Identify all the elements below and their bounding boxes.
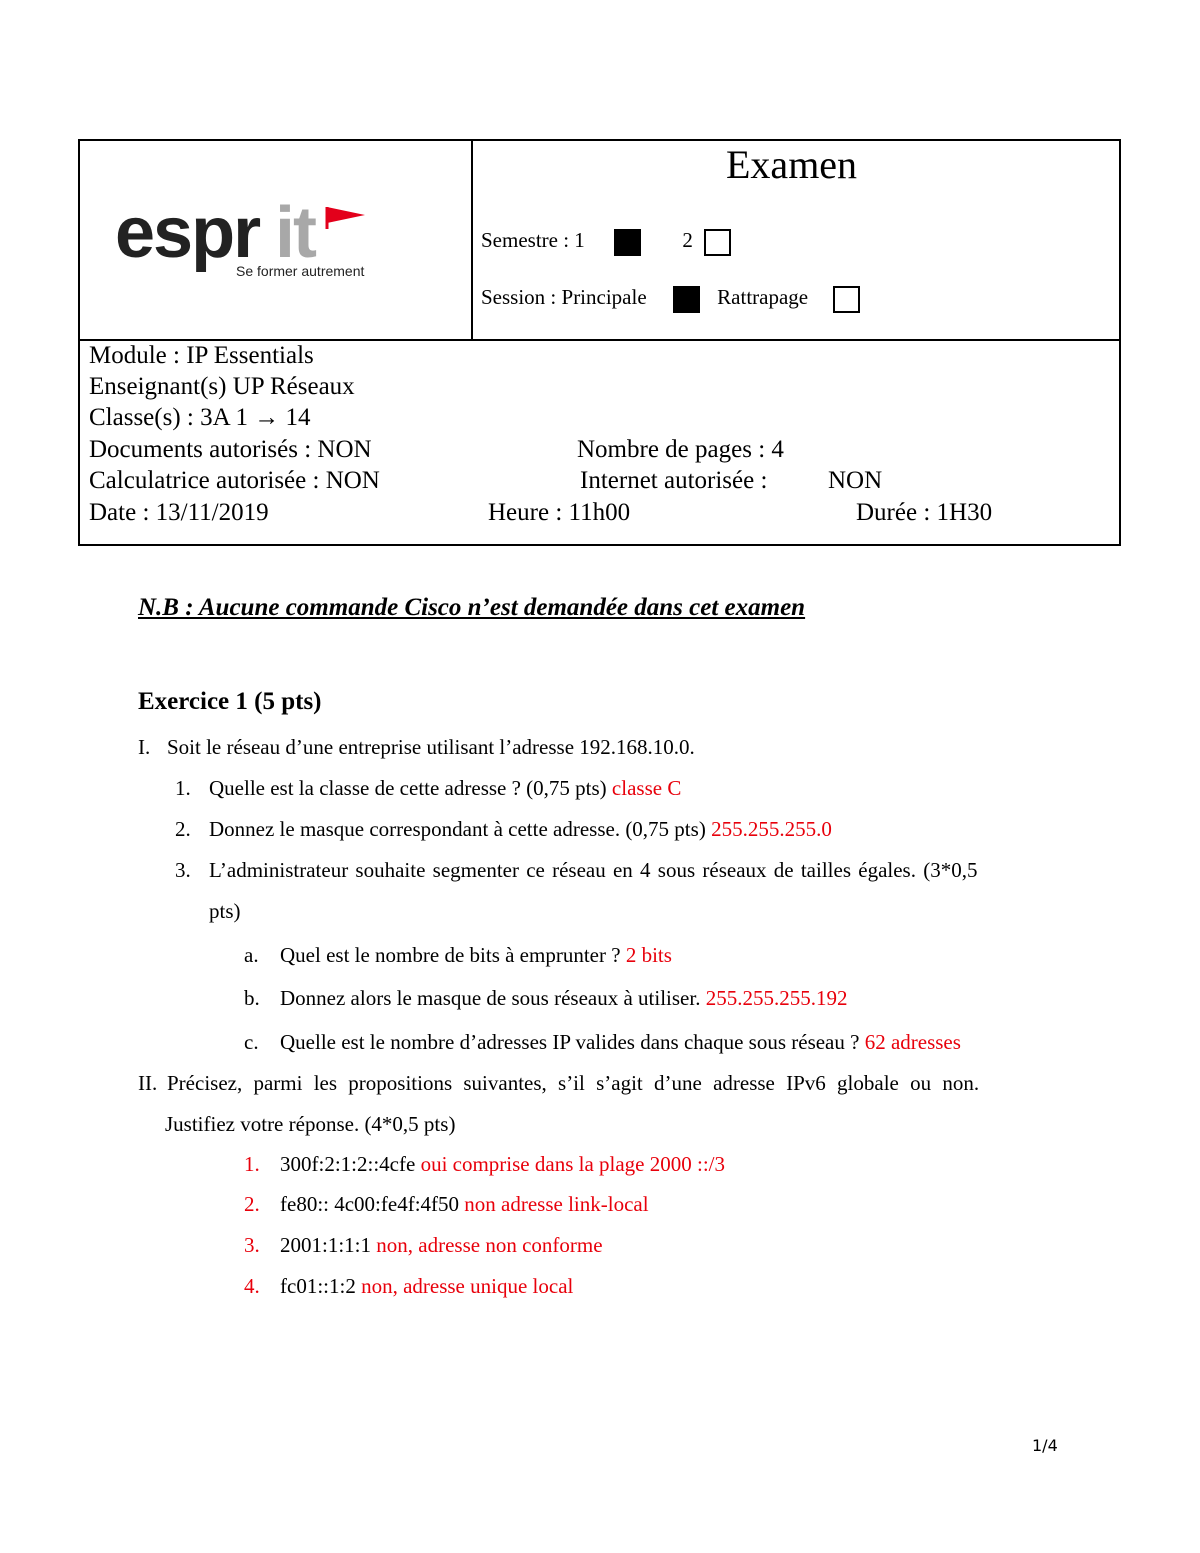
ipv6-item-4-address: fc01::1:2	[280, 1274, 356, 1298]
ipv6-item-2-answer: non adresse link-local	[464, 1192, 649, 1216]
part-2-text: Précisez, parmi les propositions suivantes, s’il s’agit d’une adresse IPv6 globale ou non.	[167, 1071, 980, 1095]
ipv6-item-1-number: 1.	[244, 1152, 260, 1176]
question-2-number: 2.	[175, 817, 191, 841]
part-1-number: I.	[138, 735, 151, 759]
classes-text: Classe(s) : 3A 1 → 14	[89, 404, 311, 431]
ipv6-item-2-address: fe80:: 4c00:fe4f:4f50	[280, 1192, 460, 1216]
semestre-row	[481, 228, 731, 256]
module-text: Module : IP Essentials	[89, 342, 314, 369]
esprit-logo	[115, 203, 415, 293]
question-1-number: 1.	[175, 776, 191, 800]
ipv6-item-3	[280, 1233, 603, 1258]
semestre-2-checkbox[interactable]	[704, 229, 731, 256]
subquestion-b-letter: b.	[244, 986, 260, 1010]
page-number: 1/4	[1032, 1436, 1058, 1455]
question-3-text-continued: pts)	[209, 899, 241, 923]
date-text: Date : 13/11/2019	[89, 499, 269, 526]
subquestion-c-letter: c.	[244, 1030, 259, 1054]
ipv6-item-2-number: 2.	[244, 1192, 260, 1216]
question-3-text: L’administrateur souhaite segmenter ce réseau en 4 sous réseaux de tailles égales. (3*0,5	[209, 858, 978, 882]
subquestion-a	[280, 943, 672, 968]
question-1-text: Quelle est la classe de cette adresse ? (0,75 pts)	[209, 776, 607, 800]
heure-text: Heure : 11h00	[488, 499, 631, 526]
question-1	[209, 776, 681, 801]
calculatrice-text: Calculatrice autorisée : NON	[89, 467, 380, 494]
question-3-number: 3.	[175, 858, 191, 882]
question-2-answer: 255.255.255.0	[711, 817, 832, 841]
duree-text: Durée : 1H30	[856, 499, 993, 526]
subquestion-c-text: Quelle est le nombre d’adresses IP valides dans chaque sous réseau ?	[280, 1030, 860, 1054]
svg-text:it: it	[275, 203, 315, 273]
ipv6-item-3-number: 3.	[244, 1233, 260, 1257]
session-label: Session : Principale	[481, 285, 647, 309]
nb-notice: N.B : Aucune commande Cisco n’est demandée dans cet examen	[138, 594, 806, 621]
part-1-text: Soit le réseau d’une entreprise utilisant l’adresse 192.168.10.0.	[167, 735, 695, 759]
logo-cell	[80, 141, 473, 339]
subquestion-c-answer: 62 adresses	[864, 1030, 961, 1054]
documents-text: Documents autorisés : NON	[89, 436, 372, 463]
subquestion-b-text: Donnez alors le masque de sous réseaux à utiliser.	[280, 986, 701, 1010]
ipv6-item-1-answer: oui comprise dans la plage 2000 ::/3	[420, 1152, 726, 1176]
ipv6-item-3-answer: non, adresse non conforme	[376, 1233, 603, 1257]
ipv6-item-2	[280, 1192, 649, 1217]
header-divider	[80, 339, 1119, 341]
ipv6-item-4-answer: non, adresse unique local	[361, 1274, 574, 1298]
subquestion-c	[280, 1030, 961, 1055]
semestre-label: Semestre : 1	[481, 228, 585, 252]
exam-header-table	[78, 139, 1121, 546]
ipv6-item-4	[280, 1274, 573, 1299]
question-1-answer: classe C	[611, 776, 682, 800]
nombre-pages-text: Nombre de pages : 4	[577, 436, 784, 463]
internet-label: Internet autorisée :	[580, 467, 768, 494]
session-principale-checkbox[interactable]	[673, 286, 700, 313]
ipv6-item-3-address: 2001:1:1:1	[280, 1233, 372, 1257]
question-2	[209, 817, 832, 842]
subquestion-a-text: Quel est le nombre de bits à emprunter ?	[280, 943, 621, 967]
subquestion-a-letter: a.	[244, 943, 259, 967]
session-rattrapage-checkbox[interactable]	[833, 286, 860, 313]
subquestion-b	[280, 986, 847, 1011]
semestre-1-checkbox[interactable]	[614, 229, 641, 256]
exam-title: Examen	[726, 142, 858, 187]
svg-text:espr: espr	[115, 203, 260, 273]
enseignants-text: Enseignant(s) UP Réseaux	[89, 373, 355, 400]
subquestion-a-answer: 2 bits	[625, 943, 672, 967]
logo-tagline: Se former autrement	[236, 263, 365, 279]
internet-value: NON	[828, 467, 883, 494]
semestre-option2-label: 2	[682, 228, 693, 252]
part-2-number: II.	[138, 1071, 158, 1095]
part-2-text-continued: Justifiez votre réponse. (4*0,5 pts)	[165, 1112, 456, 1136]
ipv6-item-1-address: 300f:2:1:2::4cfe	[280, 1152, 416, 1176]
ipv6-item-1	[280, 1152, 725, 1177]
ipv6-item-4-number: 4.	[244, 1274, 260, 1298]
rattrapage-label: Rattrapage	[717, 285, 809, 309]
question-2-text: Donnez le masque correspondant à cette adresse. (0,75 pts)	[209, 817, 706, 841]
session-row	[481, 285, 860, 313]
exercise-1-title: Exercice 1 (5 pts)	[138, 688, 322, 715]
subquestion-b-answer: 255.255.255.192	[705, 986, 848, 1010]
